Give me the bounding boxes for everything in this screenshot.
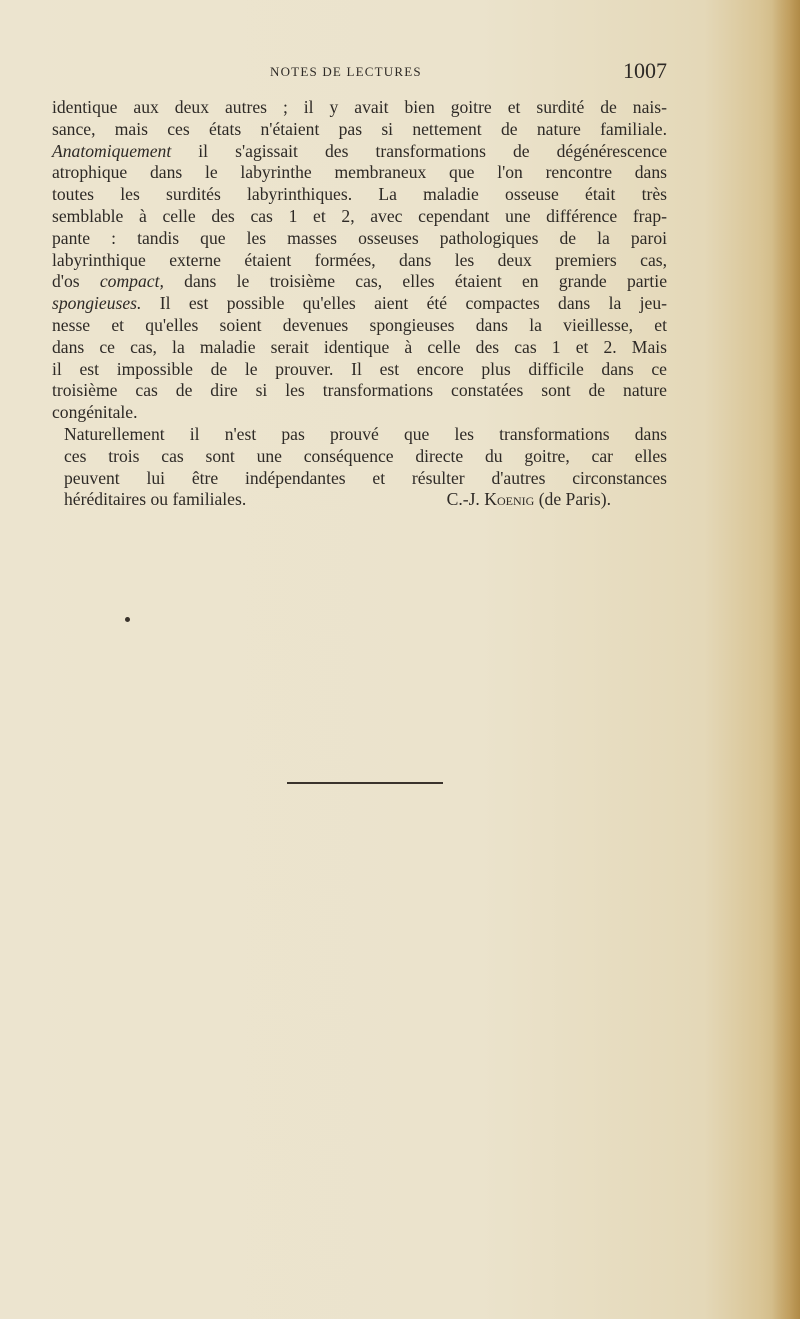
page-header <box>52 58 667 88</box>
text-line: peuvent lui être indépendantes et résulter d'autres circonstances <box>64 467 667 488</box>
author-location: (de Paris). <box>538 489 611 510</box>
text-line-rest: Il est possible qu'elles aient été compactes dans la jeu- <box>159 293 668 314</box>
book-spine-shadow <box>772 0 800 1319</box>
text-prefix: d'os <box>52 271 80 292</box>
ink-speck <box>125 617 130 622</box>
text-line <box>52 293 667 315</box>
text-line <box>52 141 667 163</box>
paragraph-2 <box>52 424 667 511</box>
running-head: NOTES DE LECTURES <box>270 64 422 79</box>
italic-term: spongieuses. <box>52 293 142 314</box>
text-line: il est impossible de le prouver. Il est encore plus difficile dans ce <box>52 358 667 379</box>
text-line: congénitale. <box>52 402 138 423</box>
text-line: héréditaires ou familiales. <box>64 489 247 510</box>
author-signature <box>435 489 667 511</box>
text-line: atrophique dans le labyrinthe membraneux que l'on rencontre dans <box>52 162 667 183</box>
paragraph-1 <box>52 97 667 424</box>
text-line: ces trois cas sont une conséquence directe du goitre, car elles <box>64 445 667 466</box>
text-line: Naturellement il n'est pas prouvé que les transformations dans <box>64 423 667 444</box>
text-line-rest: il s'agissait des transformations de dégénérescence <box>198 140 667 161</box>
text-line: nesse et qu'elles soient devenues spongieuses dans la vieillesse, et <box>52 314 667 335</box>
section-divider <box>287 782 443 784</box>
author-initials: C.-J. <box>446 489 480 510</box>
article-body <box>52 97 667 511</box>
text-line: pante : tandis que les masses osseuses pathologiques de la paroi <box>52 227 667 248</box>
text-line: semblable à celle des cas 1 et 2, avec cependant une différence frap- <box>52 205 667 226</box>
text-line: sance, mais ces états n'étaient pas si nettement de nature familiale. <box>52 118 667 139</box>
closing-line <box>52 489 667 511</box>
text-line <box>52 271 667 293</box>
text-line-rest: dans le troisième cas, elles étaient en grande partie <box>184 271 667 292</box>
text-line: labyrinthique externe étaient formées, dans les deux premiers cas, <box>52 249 667 270</box>
italic-term: compact, <box>99 271 164 292</box>
text-line: toutes les surdités labyrinthiques. La maladie osseuse était très <box>52 184 667 205</box>
italic-term: Anatomiquement <box>52 140 172 161</box>
text-line: dans ce cas, la maladie serait identique à celle des cas 1 et 2. Mais <box>52 336 667 357</box>
text-line: troisième cas de dire si les transformations constatées sont de nature <box>52 380 667 401</box>
author-surname: Koenig <box>484 489 535 510</box>
text-line: identique aux deux autres ; il y avait bien goitre et surdité de nais- <box>52 97 667 117</box>
page-number: 1007 <box>623 58 667 83</box>
